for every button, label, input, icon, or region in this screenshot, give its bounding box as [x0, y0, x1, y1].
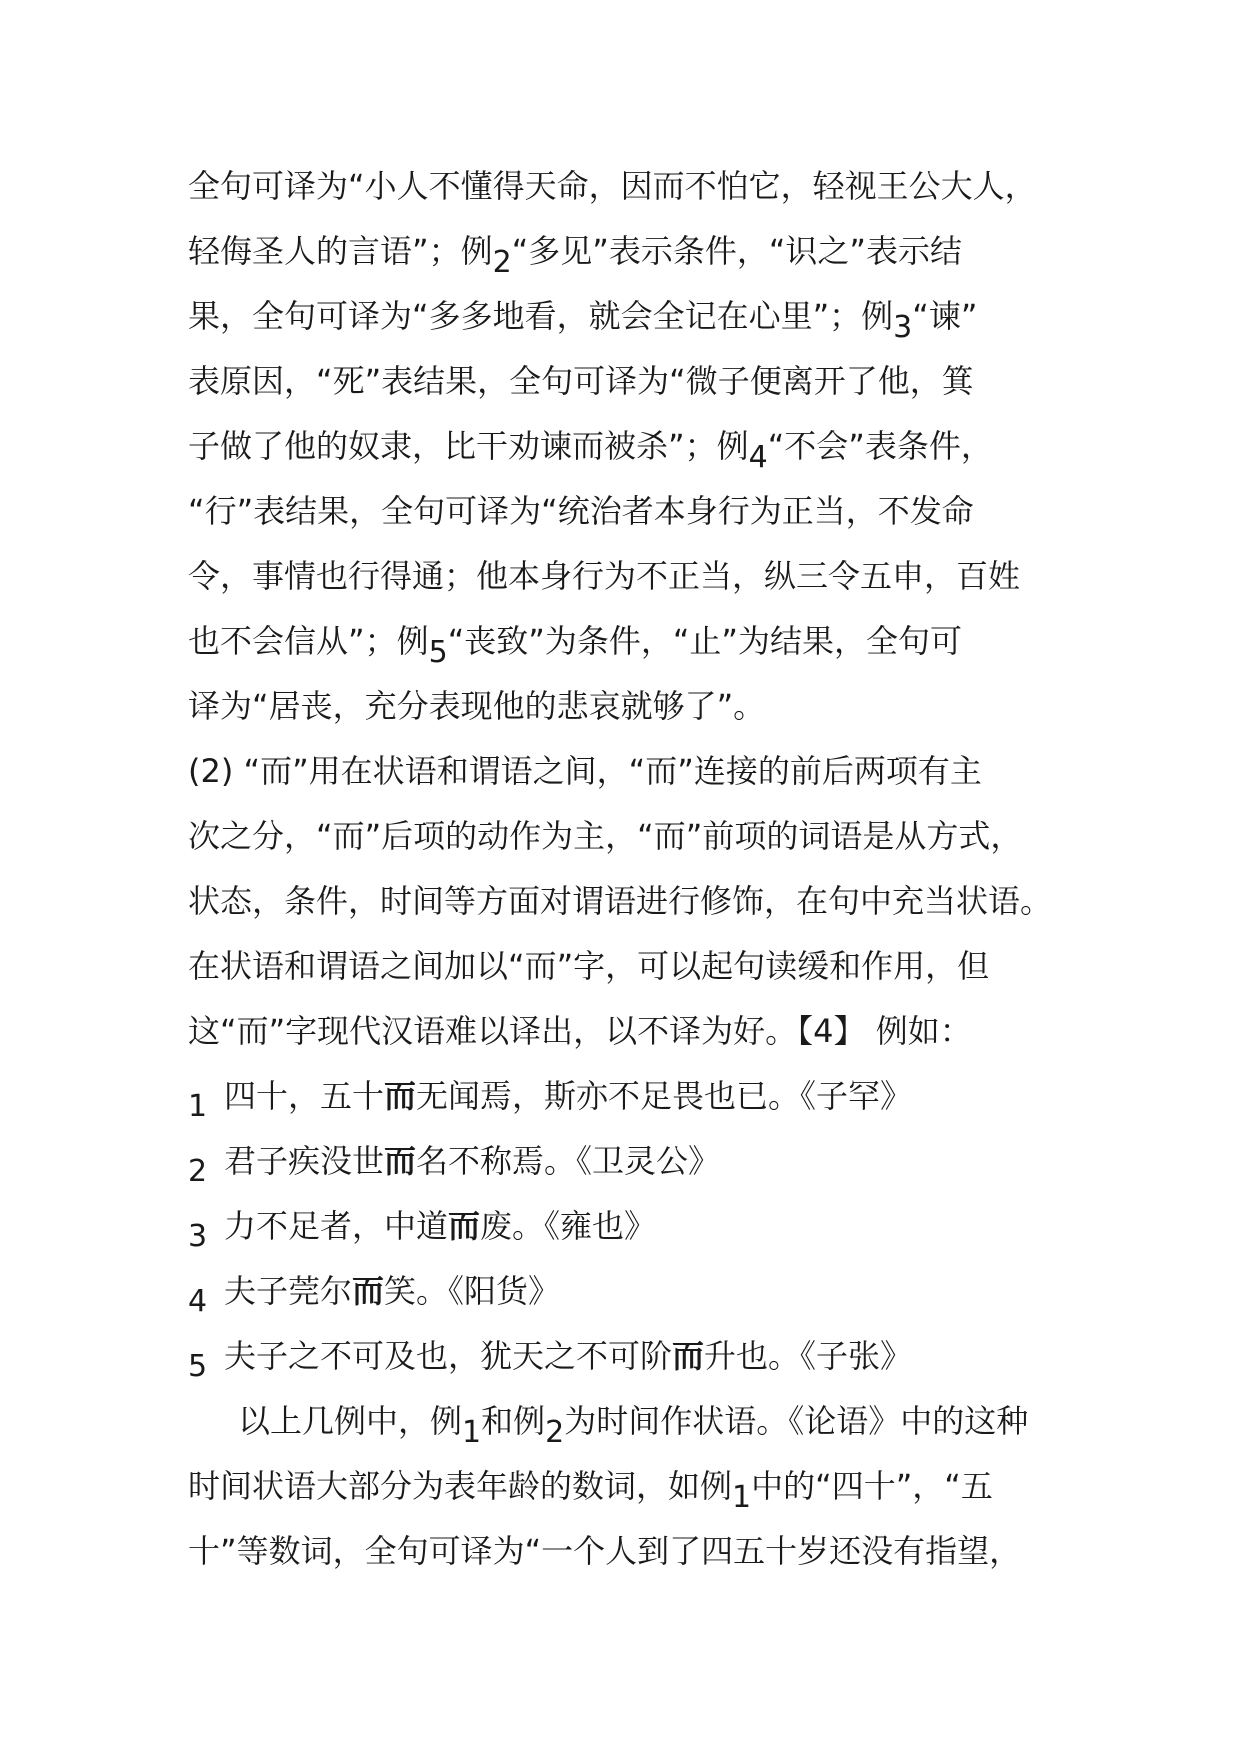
- text-run: 夫子莞尔: [224, 1272, 353, 1310]
- text-run: 这“而”字现代汉语难以译出，以不译为好。【4】 例如：: [188, 1012, 972, 1050]
- text-run: “谏”: [912, 297, 978, 335]
- text-line: [188, 1454, 1068, 1519]
- text-line: [188, 739, 1068, 804]
- example-number: 2: [188, 1154, 208, 1189]
- text-run: 果，全句可译为“多多地看，就会全记在心里”；例: [188, 297, 894, 335]
- text-run: 次之分，“而”后项的动作为主，“而”前项的词语是从方式，: [188, 817, 1023, 855]
- text-run: “行”表结果，全句可译为“统治者本身行为正当，不发命: [188, 492, 974, 530]
- text-run: 夫子之不可及也，犹天之不可阶: [224, 1337, 673, 1375]
- text-run: 状态，条件，时间等方面对谓语进行修饰，在句中充当状语。: [188, 882, 1053, 920]
- text-run: 也不会信从”；例: [188, 622, 429, 660]
- text-run: 时间状语大部分为表年龄的数词，如例: [188, 1467, 733, 1505]
- emphasis: 而: [352, 1272, 385, 1310]
- text-run: 全句可译为“小人不懂得天命，因而不怕它，轻视王公大人，: [188, 167, 1037, 205]
- text-run: (2) “而”用在状语和谓语之间，“而”连接的前后两项有主: [188, 752, 982, 790]
- example-ref: 1: [462, 1415, 482, 1450]
- text-run: 笑。《阳货》: [384, 1272, 561, 1310]
- emphasis: 而: [448, 1207, 481, 1245]
- example-ref: 4: [748, 440, 768, 475]
- text-line: [188, 544, 1068, 609]
- text-line: [188, 609, 1068, 674]
- emphasis: 而: [384, 1142, 417, 1180]
- text-run: 君子疾没世: [224, 1142, 385, 1180]
- text-line: [188, 284, 1068, 349]
- text-line: [188, 414, 1068, 479]
- example-ref: 5: [428, 635, 448, 670]
- example-number: 3: [188, 1219, 208, 1254]
- text-line: [188, 1519, 1068, 1584]
- text-line: [188, 999, 1068, 1064]
- example-ref: 3: [893, 310, 913, 345]
- text-run: “丧致”为条件，“止”为结果，全句可: [447, 622, 963, 660]
- example-ref: 2: [492, 245, 512, 280]
- text-run: 废。《雍也》: [480, 1207, 657, 1245]
- text-line: [188, 479, 1068, 544]
- text-run: 令，事情也行得通；他本身行为不正当，纵三令五申，百姓: [188, 557, 1021, 595]
- text-run: 无闻焉，斯亦不足畏也已。《子罕》: [416, 1077, 913, 1115]
- example-number: 1: [188, 1089, 208, 1124]
- text-run: 四十，五十: [224, 1077, 385, 1115]
- text-run: “不会”表条件，: [767, 427, 993, 465]
- text-line: [188, 1389, 1068, 1454]
- text-line: [188, 869, 1068, 934]
- text-run: 名不称焉。《卫灵公》: [416, 1142, 721, 1180]
- text-run: 十”等数词，全句可译为“一个人到了四五十岁还没有指望，: [188, 1532, 1022, 1570]
- text-run: “多见”表示条件，“识之”表示结: [511, 232, 963, 270]
- text-run: 表原因，“死”表结果，全句可译为“微子便离开了他，箕: [188, 362, 974, 400]
- example-ref: 2: [545, 1415, 565, 1450]
- text-line: [188, 1324, 1068, 1389]
- text-line: [188, 154, 1068, 219]
- emphasis: 而: [384, 1077, 417, 1115]
- emphasis: 而: [672, 1337, 705, 1375]
- example-number: 5: [188, 1349, 208, 1384]
- text-line: [188, 1194, 1068, 1259]
- text-run: 升也。《子张》: [704, 1337, 913, 1375]
- text-line: [188, 674, 1068, 739]
- text-line: [188, 1129, 1068, 1194]
- text-run: 和例: [481, 1402, 546, 1440]
- text-run: 译为“居丧，充分表现他的悲哀就够了”。: [188, 687, 766, 725]
- text-run: 子做了他的奴隶，比干劝谏而被杀”；例: [188, 427, 749, 465]
- example-ref: 1: [732, 1480, 752, 1515]
- document-page: [188, 154, 1068, 1584]
- text-run: 中的“四十”，“五: [751, 1467, 993, 1505]
- text-run: 在状语和谓语之间加以“而”字，可以起句读缓和作用，但: [188, 947, 990, 985]
- text-line: [188, 1064, 1068, 1129]
- text-run: 为时间作状语。《论语》中的这种: [564, 1402, 1029, 1440]
- example-number: 4: [188, 1284, 208, 1319]
- text-run: 轻侮圣人的言语”；例: [188, 232, 493, 270]
- text-line: [188, 349, 1068, 414]
- text-line: [188, 934, 1068, 999]
- text-run: 以上几例中，例: [238, 1402, 463, 1440]
- text-line: [188, 219, 1068, 284]
- text-run: 力不足者，中道: [224, 1207, 449, 1245]
- text-line: [188, 1259, 1068, 1324]
- text-line: [188, 804, 1068, 869]
